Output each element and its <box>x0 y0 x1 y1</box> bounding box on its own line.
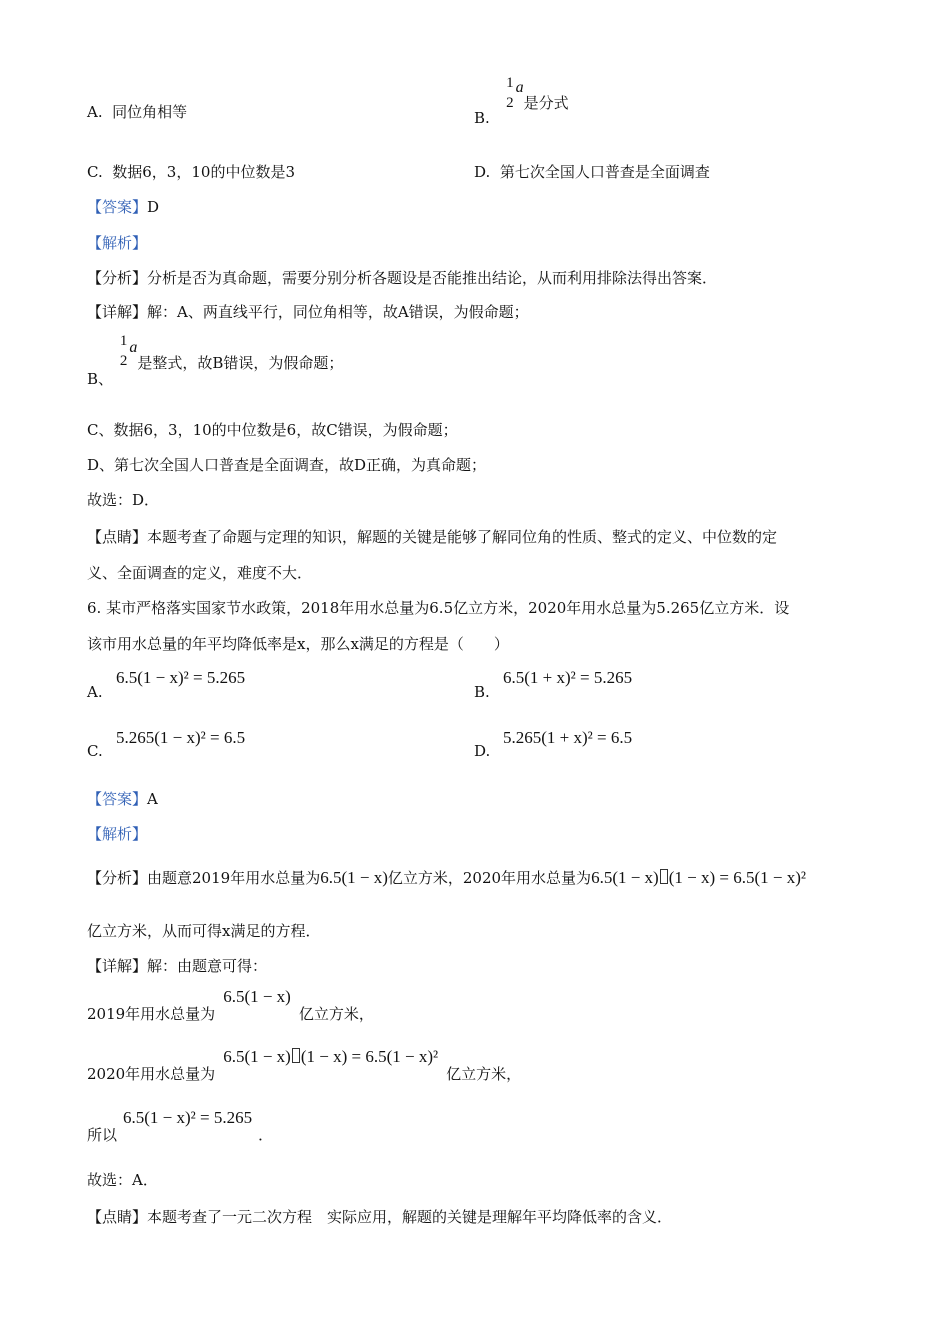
q5-option-d: D. 第七次全国人口普查是全面调查 <box>474 163 710 181</box>
q6-xiangjie: 【详解】解：由题意可得： <box>87 957 268 975</box>
q6-stem-line2: 该市用水总量的年平均降低率是x，那么x满足的方程是（ ） <box>87 635 509 653</box>
q6-line-suoyi: 所以6.5(1 − x)² = 5.265． <box>87 1108 274 1144</box>
q5-analysis-tag: 【解析】 <box>87 234 148 252</box>
q6-option-d-label: D. <box>474 742 491 760</box>
q5-option-b: B. 1 2 a是分式 <box>474 75 569 127</box>
fraction-one-half: 1 2 <box>506 75 514 111</box>
q5-option-c: C. 数据6，3，10的中位数是3 <box>87 163 295 181</box>
q5-line-b: B、 1 2 a是整式，故B错误，为假命题； <box>87 333 344 388</box>
q6-option-b-equation: 6.5(1 + x)² = 5.265 <box>503 668 633 687</box>
q6-stem-line1: 6. 某市严格落实国家节水政策，2018年用水总量为6.5亿立方米，2020年用水总量为5.265亿立方米．设 <box>87 599 790 617</box>
q6-option-d-equation: 5.265(1 + x)² = 6.5 <box>503 728 633 747</box>
q6-option-c-equation: 5.265(1 − x)² = 6.5 <box>116 728 246 747</box>
q5-dianjing: 【点睛】本题考查了命题与定理的知识，解题的关键是能够了解同位角的性质、整式的定义、中位数的定 <box>87 528 778 546</box>
missing-glyph-icon <box>660 869 668 884</box>
q6-option-a-equation: 6.5(1 − x)² = 5.265 <box>116 668 246 687</box>
q6-option-b-label: B. <box>474 683 490 701</box>
q5-xiangjie: 【详解】解：A、两直线平行，同位角相等，故A错误，为假命题； <box>87 303 529 321</box>
q6-line-2020: 2020年用水总量为6.5(1 − x) (1 − x) = 6.5(1 − x)²亿立方米， <box>87 1047 522 1083</box>
q6-answer: 【答案】A <box>87 790 158 808</box>
q5-answer: 【答案】D <box>87 198 160 216</box>
q6-line-2019: 2019年用水总量为6.5(1 − x)亿立方米， <box>87 987 374 1023</box>
q5-choose: 故选：D． <box>87 491 160 509</box>
q6-fenxi: 【分析】由题意2019年用水总量为6.5(1 − x)亿立方米，2020年用水总量为6.5(1 − x) (1 − x) = 6.5(1 − x)² <box>87 868 806 887</box>
q5-fenxi: 【分析】分析是否为真命题，需要分别分析各题设是否能推出结论，从而利用排除法得出答案． <box>87 269 718 287</box>
q5-option-a: A. 同位角相等 <box>87 103 188 121</box>
q6-choose: 故选：A． <box>87 1171 158 1189</box>
missing-glyph-icon <box>292 1048 300 1063</box>
q6-fenxi-cont: 亿立方米，从而可得x满足的方程． <box>87 922 321 940</box>
q6-analysis-tag: 【解析】 <box>87 825 148 843</box>
q5-line-d: D、第七次全国人口普查是全面调查，故D正确，为真命题； <box>87 456 487 474</box>
q6-option-a-label: A. <box>87 683 103 701</box>
q6-option-c-label: C. <box>87 742 103 760</box>
fraction-one-half: 1 2 <box>119 333 128 369</box>
q5-dianjing-cont: 义、全面调查的定义，难度不大． <box>87 564 313 582</box>
q5-line-c: C、数据6，3，10的中位数是6，故C错误，为假命题； <box>87 421 458 439</box>
q6-dianjing: 【点睛】本题考查了一元二次方程 实际应用，解题的关键是理解年平均降低率的含义． <box>87 1208 673 1226</box>
